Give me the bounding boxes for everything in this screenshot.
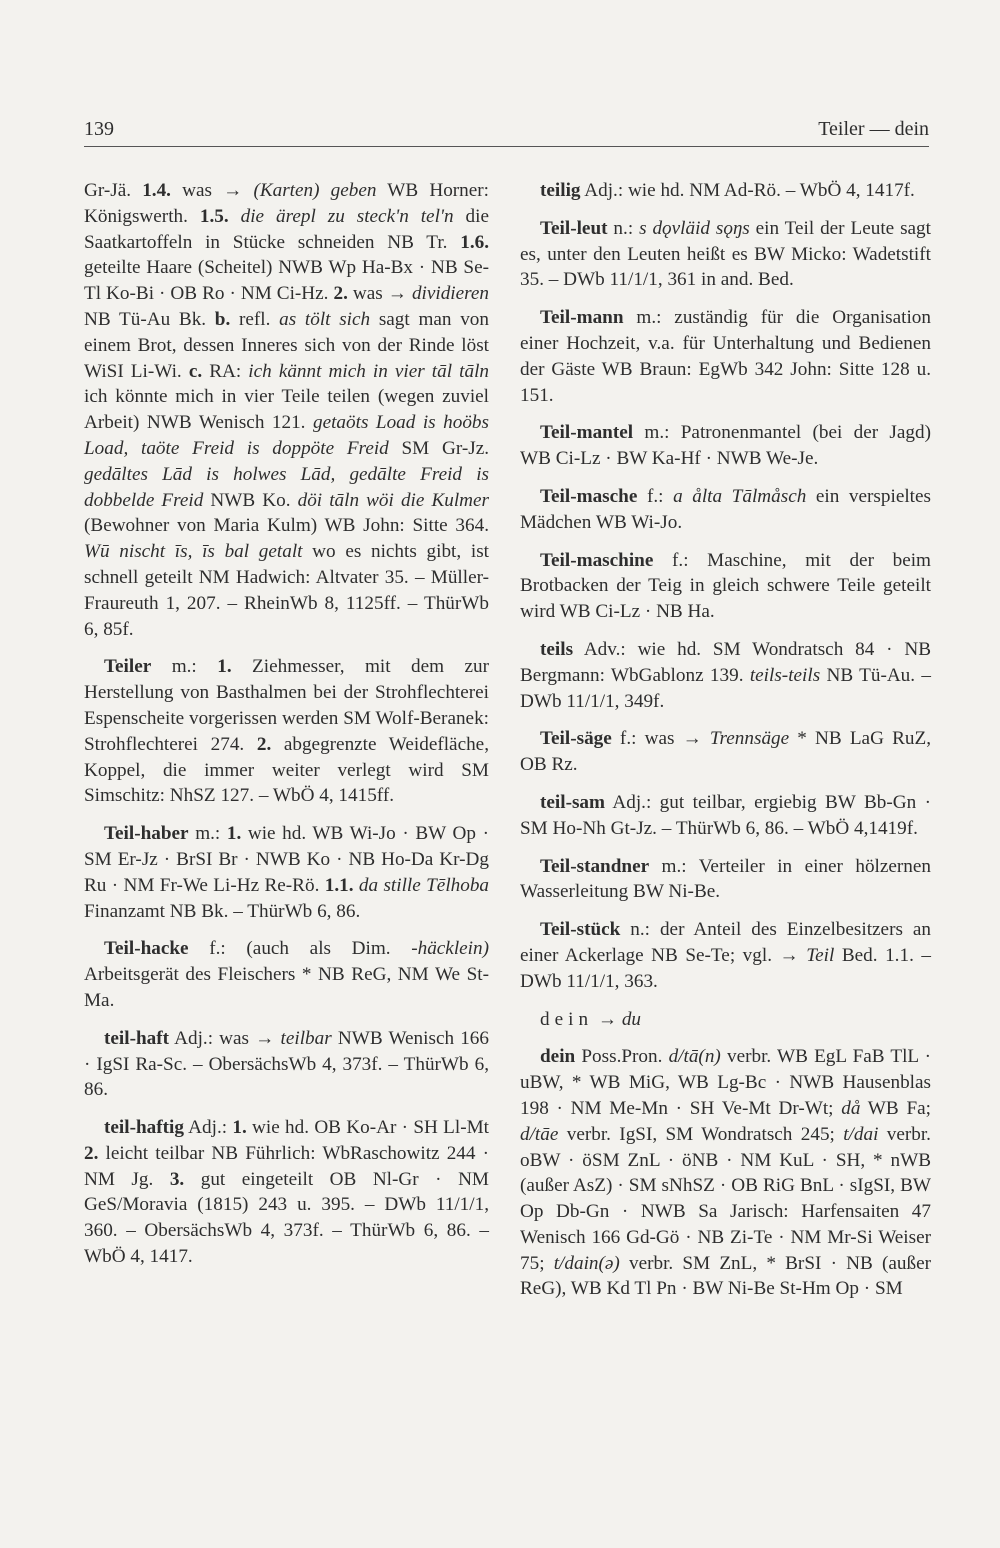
entry-text: Adj.: was → bbox=[169, 1027, 281, 1049]
headword: 1.4. bbox=[142, 180, 171, 201]
entry-text: sagt man von einem Brot, dessen Inneres sich von der Rinde löst WiSI Li-Wi. bbox=[84, 308, 489, 382]
headword: 3. bbox=[169, 1168, 185, 1190]
headword: dein bbox=[540, 1046, 576, 1068]
headword: 1.6. bbox=[460, 231, 489, 253]
italic-text: Trennsäge bbox=[709, 728, 790, 750]
headword: 1. bbox=[232, 1117, 247, 1139]
entry-text: f.: bbox=[637, 485, 674, 507]
page-number: 139 bbox=[84, 118, 114, 140]
entry-text: WB Fa; bbox=[860, 1097, 931, 1119]
headword: teil-haftig bbox=[104, 1117, 184, 1139]
headword: 1.1. bbox=[324, 874, 354, 896]
headword: 1. bbox=[226, 823, 242, 845]
italic-text: getaöts Load is hoöbs Load, taöte Freid is doppöte Freid bbox=[84, 412, 489, 459]
entry-text: Adj.: bbox=[183, 1117, 233, 1139]
entry-text: Gr-Jä. bbox=[84, 180, 143, 201]
headword: Teil-masche bbox=[540, 485, 638, 507]
italic-text: Teil bbox=[806, 944, 835, 966]
dictionary-entry-teil-standner bbox=[520, 854, 931, 906]
entry-text: refl. bbox=[230, 308, 280, 330]
dictionary-entry-teiler bbox=[84, 654, 489, 809]
entry-text: n.: bbox=[607, 217, 640, 239]
entry-text: WB Horner: Königswerth. bbox=[84, 180, 490, 227]
italic-text: as tölt sich bbox=[279, 308, 371, 330]
entry-text: (Bewohner von Maria Kulm) WB John: Sitte 364. bbox=[84, 515, 489, 537]
dictionary-entry-teil-maschine bbox=[520, 548, 931, 625]
entry-text: abgegrenzte Weidefläche, Koppel, die immer weiter verlegt wird SM Simschitz: NhSZ 127. – WbÖ 4, 1415ff. bbox=[84, 733, 489, 807]
italic-text: da stille Tēlhoba bbox=[358, 874, 490, 896]
italic-text: Wū nischt īs, īs bal getalt bbox=[84, 541, 303, 563]
italic-text: (Karten) geben bbox=[253, 180, 377, 201]
entry-text: f.: was → bbox=[611, 728, 710, 750]
entry-text: Adj.: gut teilbar, ergiebig BW Bb-Gn · SM Ho-Nh Gt-Jz. – ThürWb 6, 86. – WbÖ 4,1419f. bbox=[520, 791, 931, 839]
dictionary-entry-teil-sam bbox=[520, 790, 931, 842]
entry-text: m.: bbox=[188, 823, 227, 845]
running-head: Teiler — dein bbox=[818, 118, 929, 140]
italic-text: gedāltes Lād is holwes Lād, gedālte Freid is dobbelde Freid bbox=[84, 463, 489, 511]
entry-text: Adj.: wie hd. NM Ad-Rö. – WbÖ 4, 1417f. bbox=[580, 180, 915, 201]
headword: 2. bbox=[256, 733, 272, 755]
entry-text: * NB LaG RuZ, OB Rz. bbox=[520, 728, 931, 776]
dictionary-entry-teil-stueck bbox=[520, 917, 931, 994]
entry-text: verbr. IgSI, SM Wondratsch 245; bbox=[558, 1123, 844, 1145]
dictionary-entry-teil-mann bbox=[520, 305, 931, 408]
headword: Teil-haber bbox=[104, 823, 189, 845]
entry-text: NWB Wenisch 166 · IgSI Ra-Sc. – ObersächsWb 4, 373f. – ThürWb 6, 86. bbox=[84, 1027, 489, 1101]
headword: teilig bbox=[540, 180, 581, 201]
italic-text: d/tāe bbox=[520, 1123, 559, 1145]
italic-text: teilbar bbox=[280, 1027, 332, 1049]
italic-text: då bbox=[841, 1097, 861, 1119]
page-header bbox=[84, 118, 929, 146]
entry-text: wie hd. WB Wi-Jo · BW Op · SM Er-Jz · BrSI Br · NWB Ko · NB Ho-Da Kr-Dg Ru · NM Fr-We Li-Hz Re-Rö. bbox=[84, 823, 489, 896]
left-column bbox=[84, 178, 489, 1282]
dictionary-entry-dein-ref bbox=[520, 1007, 931, 1033]
entry-text: dein bbox=[540, 1008, 594, 1030]
italic-text: teils-teils bbox=[749, 664, 821, 686]
dictionary-entry-teil-mantel bbox=[520, 420, 931, 472]
header-rule bbox=[84, 146, 929, 147]
headword: Teil-maschine bbox=[540, 549, 654, 571]
headword: Teil-hacke bbox=[104, 938, 189, 960]
headword: Teiler bbox=[104, 656, 152, 678]
entry-text: Finanzamt NB Bk. – ThürWb 6, 86. bbox=[84, 900, 361, 922]
italic-text: d/tā(n) bbox=[668, 1046, 721, 1068]
entry-text: ein verspieltes Mädchen WB Wi-Jo. bbox=[520, 485, 931, 533]
entry-text: verbr. oBW · öSM ZnL · öNB · NM KuL · SH, * nWB (außer AsZ) · SM sNhSZ · OB RiG BnL · sIgSI, BW Op Db-Gn · NWB Sa Jarisch: Harfensaiten 47 Wenisch 166 Gd-Gö · NB Zi-Te · NM Mr-Si Weiser 75; bbox=[520, 1123, 931, 1274]
entry-text: SM Gr-Jz. bbox=[388, 437, 490, 459]
italic-text: -häcklein) bbox=[411, 938, 489, 960]
headword: Teil-mann bbox=[540, 307, 624, 329]
entry-text: Adv.: wie hd. SM Wondratsch 84 · NB Bergmann: WbGablonz 139. bbox=[520, 638, 931, 686]
dictionary-entry-dein bbox=[520, 1044, 931, 1302]
entry-text: was → bbox=[347, 283, 412, 305]
entry-text: NB Tü-Au Bk. bbox=[84, 308, 215, 330]
dictionary-entry-teil-haber bbox=[84, 821, 489, 924]
italic-text: a ålta Tālmåsch bbox=[673, 485, 807, 507]
dictionary-entry-teil-leut bbox=[520, 216, 931, 293]
entry-text: Bed. 1.1. – DWb 11/1/1, 363. bbox=[520, 944, 931, 992]
italic-text: t/dain(ə) bbox=[553, 1252, 620, 1274]
italic-text: ich kännt mich in vier tāl tāln bbox=[248, 360, 489, 382]
dictionary-entry-teils bbox=[520, 637, 931, 714]
dictionary-entry-teil-haft bbox=[84, 1026, 489, 1103]
entry-text: f.: Maschine, mit der beim Brotbacken der Teig in gleich schwere Teile geteilt wird WB Ci-Lz · NB Ha. bbox=[520, 549, 931, 623]
entry-text bbox=[229, 206, 241, 227]
entry-text: leicht teilbar NB Führlich: WbRaschowitz 244 · NM Jg. bbox=[84, 1142, 489, 1190]
entry-text: m.: Verteiler in einer hölzernen Wasserleitung BW Ni-Be. bbox=[520, 855, 931, 903]
dictionary-entry-teil-hacke bbox=[84, 936, 489, 1013]
italic-text: döi tāln wöi die Kulmer bbox=[297, 489, 490, 511]
headword: 1.5. bbox=[199, 205, 229, 227]
entry-text: Ziehmesser, mit dem zur Herstellung von Basthalmen bei der Strohflechterei Espenscheite vorgerissen werden SM Wolf-Beranek: Strohflechterei 274. bbox=[84, 656, 490, 755]
entry-text: gut eingeteilt OB Nl-Gr · NM GeS/Moravia (1815) 243 u. 395. – DWb 11/1/1, 360. – ObersächsWb 4, 373f. – ThürWb 6, 86. – WbÖ 4, 1417. bbox=[84, 1168, 489, 1268]
entry-text: die Saatkartoffeln in Stücke schneiden NB Tr. bbox=[84, 205, 489, 253]
dictionary-entry-teil-saege bbox=[520, 726, 931, 778]
italic-text: dividieren bbox=[411, 283, 490, 305]
entry-text: wo es nichts gibt, ist schnell geteilt NM Hadwich: Altvater 35. – Müller-Fraureuth 1, 207. – RheinWb 8, 1125ff. – ThürWb 6, 85f. bbox=[84, 541, 489, 640]
italic-text: t/dai bbox=[843, 1123, 879, 1145]
right-column bbox=[520, 178, 931, 1314]
entry-text: NB Tü-Au. – DWb 11/1/1, 349f. bbox=[520, 664, 931, 712]
headword: Teil-leut bbox=[540, 217, 608, 239]
entry-text: NWB Ko. bbox=[203, 489, 298, 511]
headword: 1. bbox=[217, 656, 232, 678]
dictionary-entry-teil-masche bbox=[520, 484, 931, 536]
headword: c. bbox=[188, 360, 203, 382]
entry-text: RA: bbox=[202, 360, 249, 382]
entry-text: verbr. WB EgL FaB TlL · uBW, * WB MiG, WB Lg-Bc · NWB Hausenblas 198 · NM Me-Mn · SH Ve-Mt Dr-Wt; bbox=[520, 1046, 931, 1119]
entry-text: wie hd. OB Ko-Ar · SH Ll-Mt bbox=[246, 1117, 489, 1139]
entry-text: was → bbox=[170, 180, 254, 201]
dictionary-entry-teil-cont bbox=[84, 178, 489, 642]
headword: Teil-standner bbox=[540, 855, 650, 877]
entry-text: ich könnte mich in vier Teile teilen (wegen zuviel Arbeit) NWB Wenisch 121. bbox=[84, 386, 489, 434]
entry-text: n.: der Anteil des Einzelbesitzers an einer Ackerlage NB Se-Te; vgl. → bbox=[520, 919, 931, 966]
dictionary-entry-teil-haftig bbox=[84, 1115, 489, 1270]
headword: teil-sam bbox=[540, 791, 606, 813]
headword: teil-haft bbox=[104, 1027, 170, 1049]
headword: teils bbox=[540, 638, 574, 660]
entry-text: → bbox=[593, 1008, 622, 1030]
entry-text: Arbeitsgerät des Fleischers * NB ReG, NM We St-Ma. bbox=[84, 964, 489, 1011]
entry-text: m.: Patronenmantel (bei der Jagd) WB Ci-Lz · BW Ka-Hf · NWB We-Je. bbox=[520, 422, 931, 470]
entry-text: f.: (auch als Dim. bbox=[188, 938, 412, 960]
dictionary-entry-teilig bbox=[520, 178, 931, 204]
entry-text: Poss.Pron. bbox=[575, 1046, 669, 1068]
headword: Teil-mantel bbox=[540, 422, 634, 444]
entry-text: ein Teil der Leute sagt es, unter den Leuten heißt es BW Micko: Wadetstift 35. – DWb 11/1/1, 361 in and. Bed. bbox=[520, 217, 931, 291]
entry-text: verbr. SM ZnL, * BrSI · NB (außer ReG), WB Kd Tl Pn · BW Ni-Be St-Hm Op · SM bbox=[520, 1252, 931, 1300]
italic-text: die ärepl zu steck'n tel'n bbox=[240, 205, 454, 227]
entry-text: m.: zuständig für die Organisation einer Hochzeit, v.a. für Unterhaltung und Bedienen der Gäste WB Braun: EgWb 342 John: Sitte 128 u. 151. bbox=[520, 307, 931, 406]
headword: Teil-stück bbox=[540, 919, 621, 941]
headword: b. bbox=[214, 308, 231, 330]
italic-text: s dǫvläid sǫŋs bbox=[639, 217, 750, 239]
italic-text: du bbox=[621, 1008, 642, 1030]
headword: Teil-säge bbox=[540, 728, 612, 750]
entry-text: m.: bbox=[151, 656, 218, 678]
entry-text: geteilte Haare (Scheitel) NWB Wp Ha-Bx · NB Se-Tl Ko-Bi · OB Ro · NM Ci-Hz. bbox=[84, 257, 489, 305]
headword: 2. bbox=[84, 1142, 99, 1164]
headword: 2. bbox=[333, 283, 348, 305]
